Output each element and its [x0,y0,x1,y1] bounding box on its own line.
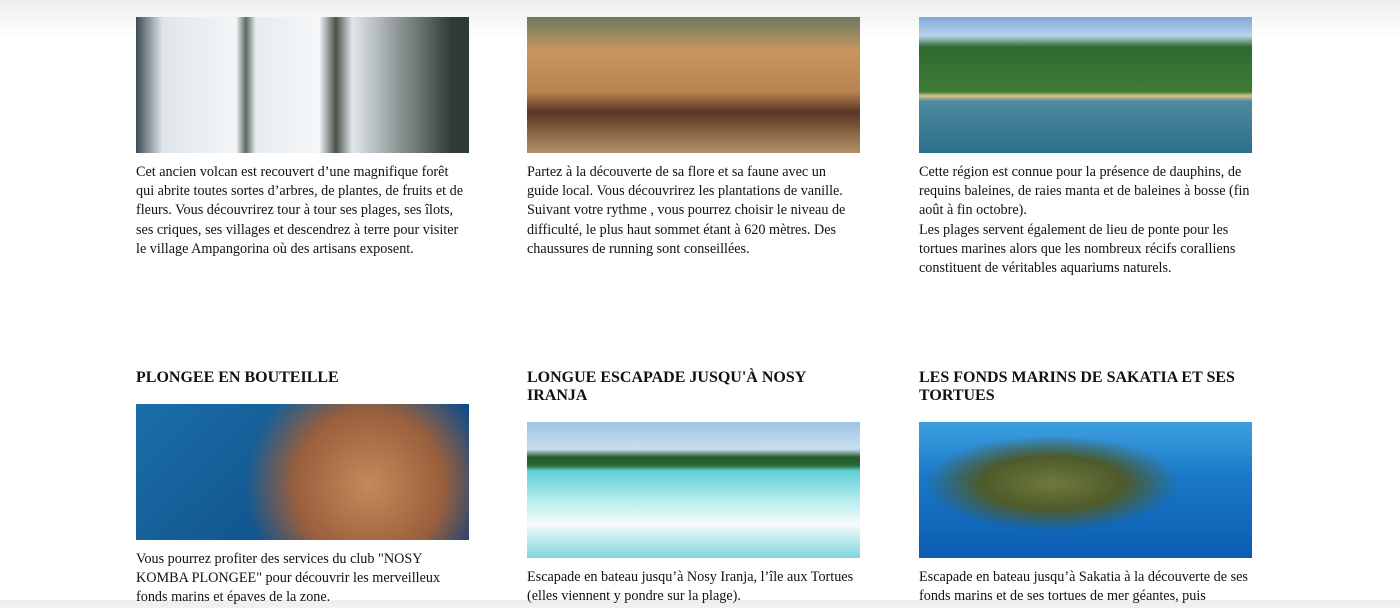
vanilla-drying-hut-image [527,17,860,153]
nosy-iranja-island-image [527,422,860,558]
card-description: Escapade en bateau jusqu’à Nosy Iranja, l’île aux Tortues (elles viennent y pondre sur la plage). [527,569,854,605]
activity-card-nosy-iranja [527,369,860,606]
scuba-diver-coral-image [136,404,469,540]
card-description: Les plages servent également de lieu de ponte pour les tortues marines alors que les nombreux récifs coralliens constituent de véritables aquariums naturels. [919,221,1236,277]
card-description: Vous pourrez profiter des services du club "NOSY KOMBA PLONGEE" pour découvrir les merveilleux fonds marins et épaves de la zone. [136,551,441,606]
card-description: Partez à la découverte de sa flore et sa faune avec un guide local. Vous découvrirez les plantations de vanille. Suivant votre rythme , vous pourrez choisir le niveau de difficulté, le plus haut sommet étant à 620 mètres. Des chaussures de running sont conseillées. [527,164,846,257]
activity-card [527,17,860,259]
white-carved-fabric-image [136,17,469,153]
sea-turtle-image [919,422,1252,558]
activity-card [919,17,1252,278]
card-title: PLONGEE EN BOUTEILLE [136,369,339,386]
card-description: Cet ancien volcan est recouvert d’une magnifique forêt qui abrite toutes sortes d’arbres, de plantes, de fruits et de fleurs. Vous découvrirez tour à tour ses plages, ses îlots, ses criques, ses villages et descendrez à terre pour visiter le village Ampangorina où des artisans exposent. [136,164,463,257]
activity-card [136,17,469,259]
card-description: Cette région est connue pour la présence de dauphins, de requins baleines, de raies manta et de baleines à bosse (fin août à fin octobre). [919,164,1250,219]
sailboat-bay-image [919,17,1252,153]
card-description: Escapade en bateau jusqu’à Sakatia à la découverte de ses fonds marins et de ses tortues de mer géantes, puis [919,569,1248,605]
activity-card-plongee [136,369,469,608]
card-title: LES FONDS MARINS DE SAKATIA ET SES TORTUES [919,369,1235,404]
card-title: LONGUE ESCAPADE JUSQU'À NOSY IRANJA [527,369,806,404]
activity-card-sakatia [919,369,1252,606]
